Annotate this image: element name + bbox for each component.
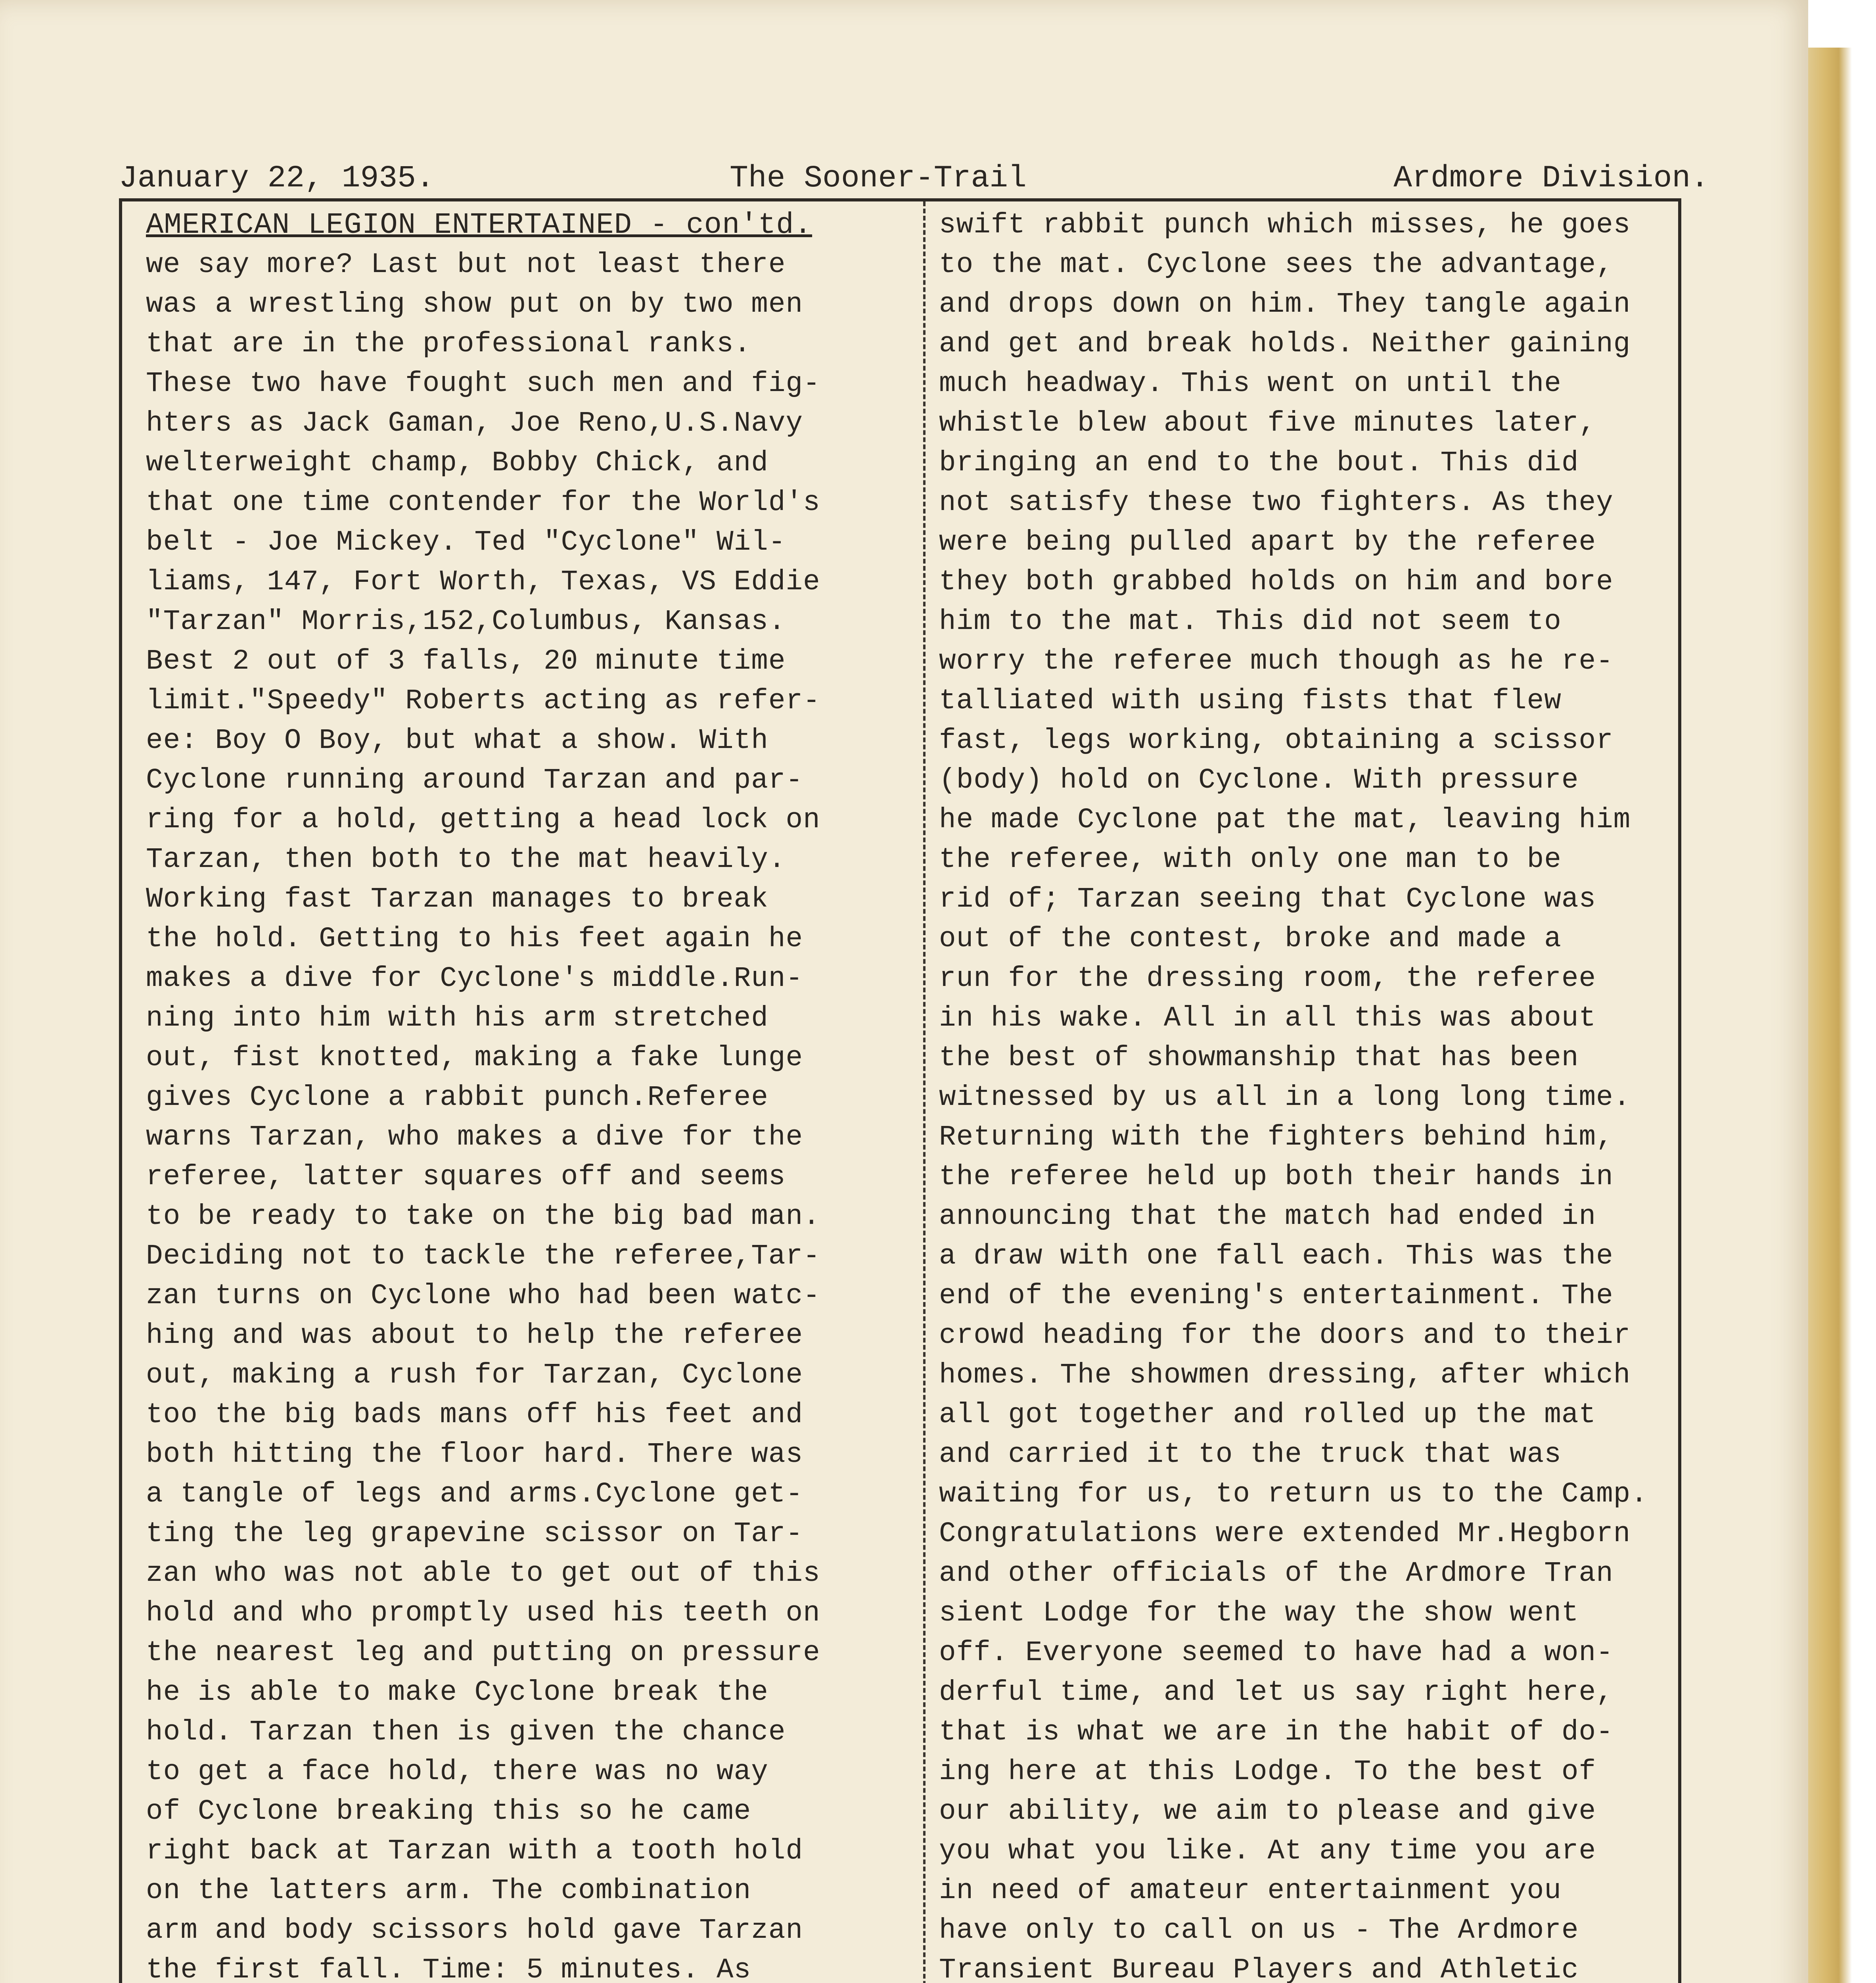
article-line: on the latters arm. The combination: [146, 1875, 751, 1907]
article-line: hold and who promptly used his teeth on: [146, 1598, 820, 1629]
article-line: the first fall. Time: 5 minutes. As: [146, 1954, 751, 1983]
article-frame: [119, 198, 1681, 1983]
article-line: and get and break holds. Neither gaining: [939, 328, 1631, 360]
article-line: him to the mat. This did not seem to: [939, 606, 1562, 638]
article-line: swift rabbit punch which misses, he goes: [939, 209, 1631, 241]
publication-title: The Sooner-Trail: [730, 161, 1027, 196]
article-line: worry the referee much though as he re-: [939, 646, 1613, 677]
article-line: were being pulled apart by the referee: [939, 527, 1596, 558]
article-line: was a wrestling show put on by two men: [146, 289, 803, 320]
article-line: Deciding not to tackle the referee,Tar-: [146, 1241, 820, 1272]
article-line: bringing an end to the bout. This did: [939, 447, 1579, 479]
article-line: right back at Tarzan with a tooth hold: [146, 1835, 803, 1867]
article-line: whistle blew about five minutes later,: [939, 408, 1596, 439]
article-line: gives Cyclone a rabbit punch.Referee: [146, 1082, 768, 1114]
article-line: ting the leg grapevine scissor on Tar-: [146, 1518, 803, 1550]
article-line: and drops down on him. They tangle again: [939, 289, 1631, 320]
article-line: ee: Boy O Boy, but what a show. With: [146, 725, 768, 757]
article-line: witnessed by us all in a long long time.: [939, 1082, 1631, 1114]
article-line: the best of showmanship that has been: [939, 1042, 1579, 1074]
article-line: ing here at this Lodge. To the best of: [939, 1756, 1596, 1788]
article-line: welterweight champ, Bobby Chick, and: [146, 447, 768, 479]
article-line: "Tarzan" Morris,152,Columbus, Kansas.: [146, 606, 786, 638]
page-header: [119, 157, 1709, 200]
article-line: zan who was not able to get out of this: [146, 1558, 820, 1590]
article-line: makes a dive for Cyclone's middle.Run-: [146, 963, 803, 995]
article-line: zan turns on Cyclone who had been watc-: [146, 1280, 820, 1312]
article-line: ring for a hold, getting a head lock on: [146, 804, 820, 836]
article-line: limit."Speedy" Roberts acting as refer-: [146, 685, 820, 717]
article-line: ning into him with his arm stretched: [146, 1003, 768, 1034]
article-line: derful time, and let us say right here,: [939, 1677, 1613, 1709]
article-line: a tangle of legs and arms.Cyclone get-: [146, 1479, 803, 1510]
article-line: sient Lodge for the way the show went: [939, 1598, 1579, 1629]
article-line: Best 2 out of 3 falls, 20 minute time: [146, 646, 786, 677]
article-line: they both grabbed holds on him and bore: [939, 566, 1613, 598]
article-line: in his wake. All in all this was about: [939, 1003, 1596, 1034]
article-line: out of the contest, broke and made a: [939, 923, 1562, 955]
article-line: have only to call on us - The Ardmore: [939, 1915, 1579, 1947]
article-line: arm and body scissors hold gave Tarzan: [146, 1915, 803, 1947]
article-line: the nearest leg and putting on pressure: [146, 1637, 820, 1669]
article-line: of Cyclone breaking this so he came: [146, 1796, 751, 1828]
article-line: belt - Joe Mickey. Ted "Cyclone" Wil-: [146, 527, 786, 558]
article-line: the hold. Getting to his feet again he: [146, 923, 803, 955]
page-edge: [1808, 48, 1852, 1983]
article-line: out, fist knotted, making a fake lunge: [146, 1042, 803, 1074]
article-line: that one time contender for the World's: [146, 487, 820, 519]
article-line: to be ready to take on the big bad man.: [146, 1201, 820, 1233]
article-line: our ability, we aim to please and give: [939, 1796, 1596, 1828]
division-label: Ardmore Division.: [1393, 161, 1709, 196]
article-line: These two have fought such men and fig-: [146, 368, 820, 400]
article-line: rid of; Tarzan seeing that Cyclone was: [939, 884, 1596, 915]
article-line: you what you like. At any time you are: [939, 1835, 1596, 1867]
article-line: off. Everyone seemed to have had a won-: [939, 1637, 1613, 1669]
issue-date: January 22, 1935.: [119, 161, 435, 196]
article-line: Tarzan, then both to the mat heavily.: [146, 844, 786, 876]
article-line: Working fast Tarzan manages to break: [146, 884, 768, 915]
article-line: Returning with the fighters behind him,: [939, 1122, 1613, 1153]
article-line: and other officials of the Ardmore Tran: [939, 1558, 1613, 1590]
article-line: Transient Bureau Players and Athletic: [939, 1954, 1579, 1983]
article-line: waiting for us, to return us to the Camp.: [939, 1479, 1648, 1510]
article-line: and carried it to the truck that was: [939, 1439, 1562, 1471]
article-line: warns Tarzan, who makes a dive for the: [146, 1122, 803, 1153]
article-heading: AMERICAN LEGION ENTERTAINED - con'td.: [146, 209, 812, 242]
column-divider: [923, 201, 926, 1983]
article-line: talliated with using fists that flew: [939, 685, 1562, 717]
article-line: announcing that the match had ended in: [939, 1201, 1596, 1233]
article-line: out, making a rush for Tarzan, Cyclone: [146, 1360, 803, 1391]
article-line: not satisfy these two fighters. As they: [939, 487, 1613, 519]
article-line: much headway. This went on until the: [939, 368, 1562, 400]
article-line: that are in the professional ranks.: [146, 328, 751, 360]
article-line: to the mat. Cyclone sees the advantage,: [939, 249, 1613, 281]
article-line: homes. The showmen dressing, after which: [939, 1360, 1631, 1391]
article-line: crowd heading for the doors and to their: [939, 1320, 1631, 1352]
article-line: run for the dressing room, the referee: [939, 963, 1596, 995]
article-line: Congratulations were extended Mr.Hegborn: [939, 1518, 1631, 1550]
article-line: to get a face hold, there was no way: [146, 1756, 768, 1788]
article-line: too the big bads mans off his feet and: [146, 1399, 803, 1431]
article-line: a draw with one fall each. This was the: [939, 1241, 1613, 1272]
article-line: hing and was about to help the referee: [146, 1320, 803, 1352]
article-line: referee, latter squares off and seems: [146, 1161, 786, 1193]
article-line: Cyclone running around Tarzan and par-: [146, 765, 803, 796]
article-line: fast, legs working, obtaining a scissor: [939, 725, 1613, 757]
article-line: both hitting the floor hard. There was: [146, 1439, 803, 1471]
article-line: (body) hold on Cyclone. With pressure: [939, 765, 1579, 796]
article-line: we say more? Last but not least there: [146, 249, 786, 281]
article-line: hold. Tarzan then is given the chance: [146, 1716, 786, 1748]
article-line: hters as Jack Gaman, Joe Reno,U.S.Navy: [146, 408, 803, 439]
article-line: the referee, with only one man to be: [939, 844, 1562, 876]
article-line: in need of amateur entertainment you: [939, 1875, 1562, 1907]
article-line: all got together and rolled up the mat: [939, 1399, 1596, 1431]
article-line: he is able to make Cyclone break the: [146, 1677, 768, 1709]
article-line: the referee held up both their hands in: [939, 1161, 1613, 1193]
article-line: end of the evening's entertainment. The: [939, 1280, 1613, 1312]
article-line: that is what we are in the habit of do-: [939, 1716, 1613, 1748]
article-line: he made Cyclone pat the mat, leaving him: [939, 804, 1631, 836]
article-line: liams, 147, Fort Worth, Texas, VS Eddie: [146, 566, 820, 598]
